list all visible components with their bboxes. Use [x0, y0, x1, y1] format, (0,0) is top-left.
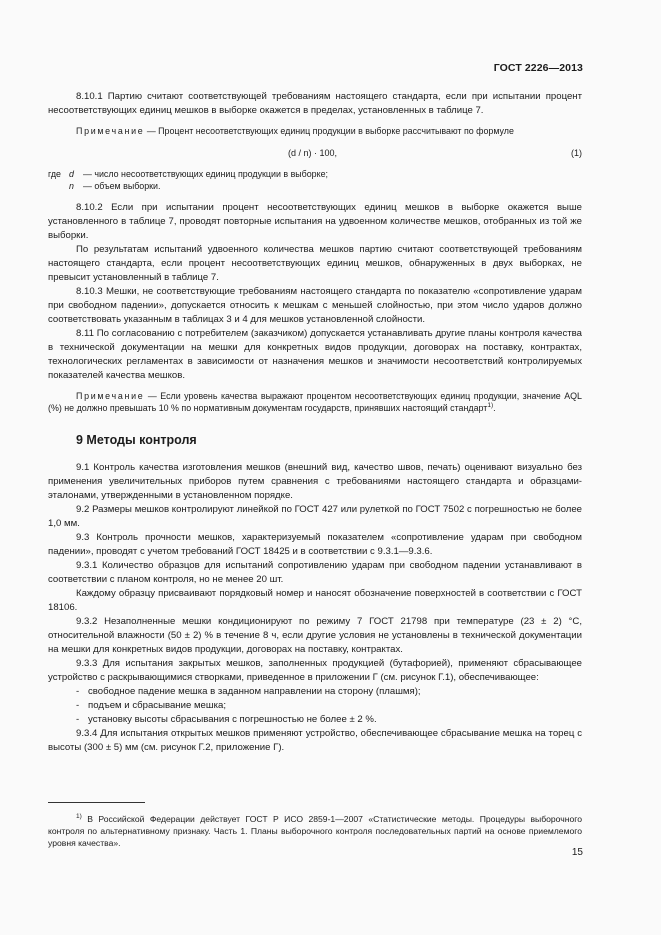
paragraph-9-3-4: 9.3.4 Для испытания открытых мешков применяют устройство, обеспечивающее сбрасывание мешка на торец с высоты (300 ± 5) мм (см. рисунок Г.2, приложение Г).: [48, 727, 582, 753]
requirements-list: [48, 685, 582, 727]
list-item-text: подъем и сбрасывание мешка;: [88, 699, 226, 711]
paragraph-9-3-1: 9.3.1 Количество образцов для испытаний сопротивлению ударам при свободном падении устанавливают в соответствии с планом контроля, но не менее 20 шт.: [48, 559, 582, 585]
note-1: [48, 125, 582, 138]
list-item: [76, 685, 582, 699]
list-item: [76, 699, 582, 713]
paragraph-9-1: 9.1 Контроль качества изготовления мешков (внешний вид, качество швов, печать) оценивают визуально без применения увеличительных приборов путем сравнения с требованиями настоящего стандарта и образцами-эталонами, утвержденными в установленном порядке.: [48, 461, 582, 501]
note-label: Примечание: [76, 390, 145, 401]
list-item-text: установку высоты сбрасывания с погрешностью не более ± 2 %.: [88, 713, 377, 725]
list-item: [76, 713, 582, 727]
section-heading-9: 9 Методы контроля: [76, 432, 197, 447]
document-body: [48, 90, 582, 755]
formula: [48, 146, 582, 160]
paragraph-8-10-1: 8.10.1 Партию считают соответствующей требованиям настоящего стандарта, если при испытании процент несоответствующих единиц мешков в выборке окажется в пределах, установленных в таблице 7.: [48, 91, 582, 116]
list-item-text: свободное падение мешка в заданном направлении на сторону (плашмя);: [88, 685, 421, 697]
paragraph-9-3-1b: Каждому образцу присваивают порядковый номер и наносят обозначение поверхностей в соответствии с ГОСТ 18106.: [48, 587, 582, 613]
paragraph-8-10-2: 8.10.2 Если при испытании процент несоответствующих единиц мешков в выборке окажется выше установленного в таблице 7, проводят повторные испытания на удвоенном количестве мешков, отобранных из той же выборки.: [48, 201, 582, 241]
legend-symbol-n: n: [69, 181, 74, 192]
footnote-text: В Российской Федерации действует ГОСТ Р ИСО 2859-1—2007 «Статистические методы. Процедуры выборочного контроля по альтернативному признаку. Часть 1. Планы выборочного контроля последовательных партий на основе приемлемого уровня качества».: [48, 813, 582, 849]
legend-desc-n: — объем выборки.: [83, 181, 161, 192]
paragraph-8-10-2b: По результатам испытаний удвоенного количества мешков партию считают соответствующей требованиям настоящего стандарта, если процент несоответствующих единиц мешков, обнаруженных в двух выборках, не превысит установленный в таблице 7.: [48, 243, 582, 283]
footnote: [48, 813, 582, 850]
legend-desc-d: — число несоответствующих единиц продукции в выборке;: [83, 168, 328, 179]
note-2: [48, 390, 582, 415]
paragraph-9-3-3: 9.3.3 Для испытания закрытых мешков, заполненных продукцией (бутафорией), применяют сбрасывающее устройство с раскрывающимися створками, приведенное в приложении Г (см. рисунок Г.1), обеспечивающее:: [48, 657, 582, 683]
legend-symbol-d: d: [69, 168, 74, 179]
formula-number: (1): [571, 147, 582, 158]
note-text: — Процент несоответствующих единиц продукции в выборке рассчитывают по формуле: [144, 126, 514, 136]
note-text: — Если уровень качества выражают процентом несоответствующих единиц продукции, значение AQL (%) не должно превышать 10 % по нормативным документам государств, принявших настоящий стандарт: [48, 390, 582, 414]
footnote-marker: 1): [76, 812, 82, 820]
list-dash: -: [76, 699, 80, 711]
formula-legend: [48, 168, 582, 193]
list-dash: -: [76, 685, 80, 697]
note-end: .: [493, 403, 496, 414]
paragraph-8-10-3: 8.10.3 Мешки, не соответствующие требованиям настоящего стандарта по показателю «сопротивление ударам при свободном падении», допускается относить к мешкам с меньшей слойностью, при этом число ударов должно соответствовать указанным в таблицах 3 и 4 для мешков установленной слойности.: [48, 285, 582, 325]
footnote-ref: 1): [487, 402, 494, 410]
paragraph-9-2: 9.2 Размеры мешков контролируют линейкой по ГОСТ 427 или рулеткой по ГОСТ 7502 с погрешностью не более 1,0 мм.: [48, 503, 582, 529]
footnote-divider: [48, 802, 145, 803]
legend-where: где: [48, 168, 61, 179]
page-header: ГОСТ 2226—2013: [493, 62, 583, 74]
paragraph-8-11: 8.11 По согласованию с потребителем (заказчиком) допускается устанавливать другие планы контроля качества в технической документации на мешки для конкретных видов продукции, договорах на поставку, контрактах, технологических регламентах в зависимости от назначения мешков и значимости несоответствий контролируемых показателей качества мешков.: [48, 327, 582, 381]
list-dash: -: [76, 713, 80, 725]
paragraph-9-3: 9.3 Контроль прочности мешков, характеризуемый показателем «сопротивление ударам при свободном падении», проводят с учетом требований ГОСТ 18425 и в соответствии с 9.3.1—9.3.6.: [48, 531, 582, 557]
note-label: Примечание: [76, 126, 145, 136]
paragraph-9-3-2: 9.3.2 Незаполненные мешки кондиционируют по режиму 7 ГОСТ 21798 при температуре (23 ± 2) °С, относительной влажности (50 ± 2) % в течение 8 ч, если другие условия не установлены в технической документации на мешки для конкретных видов продукции, договорах на поставку, контрактах.: [48, 615, 582, 655]
page-number: 15: [571, 847, 583, 858]
formula-expression: (d / n) · 100,: [288, 147, 338, 158]
